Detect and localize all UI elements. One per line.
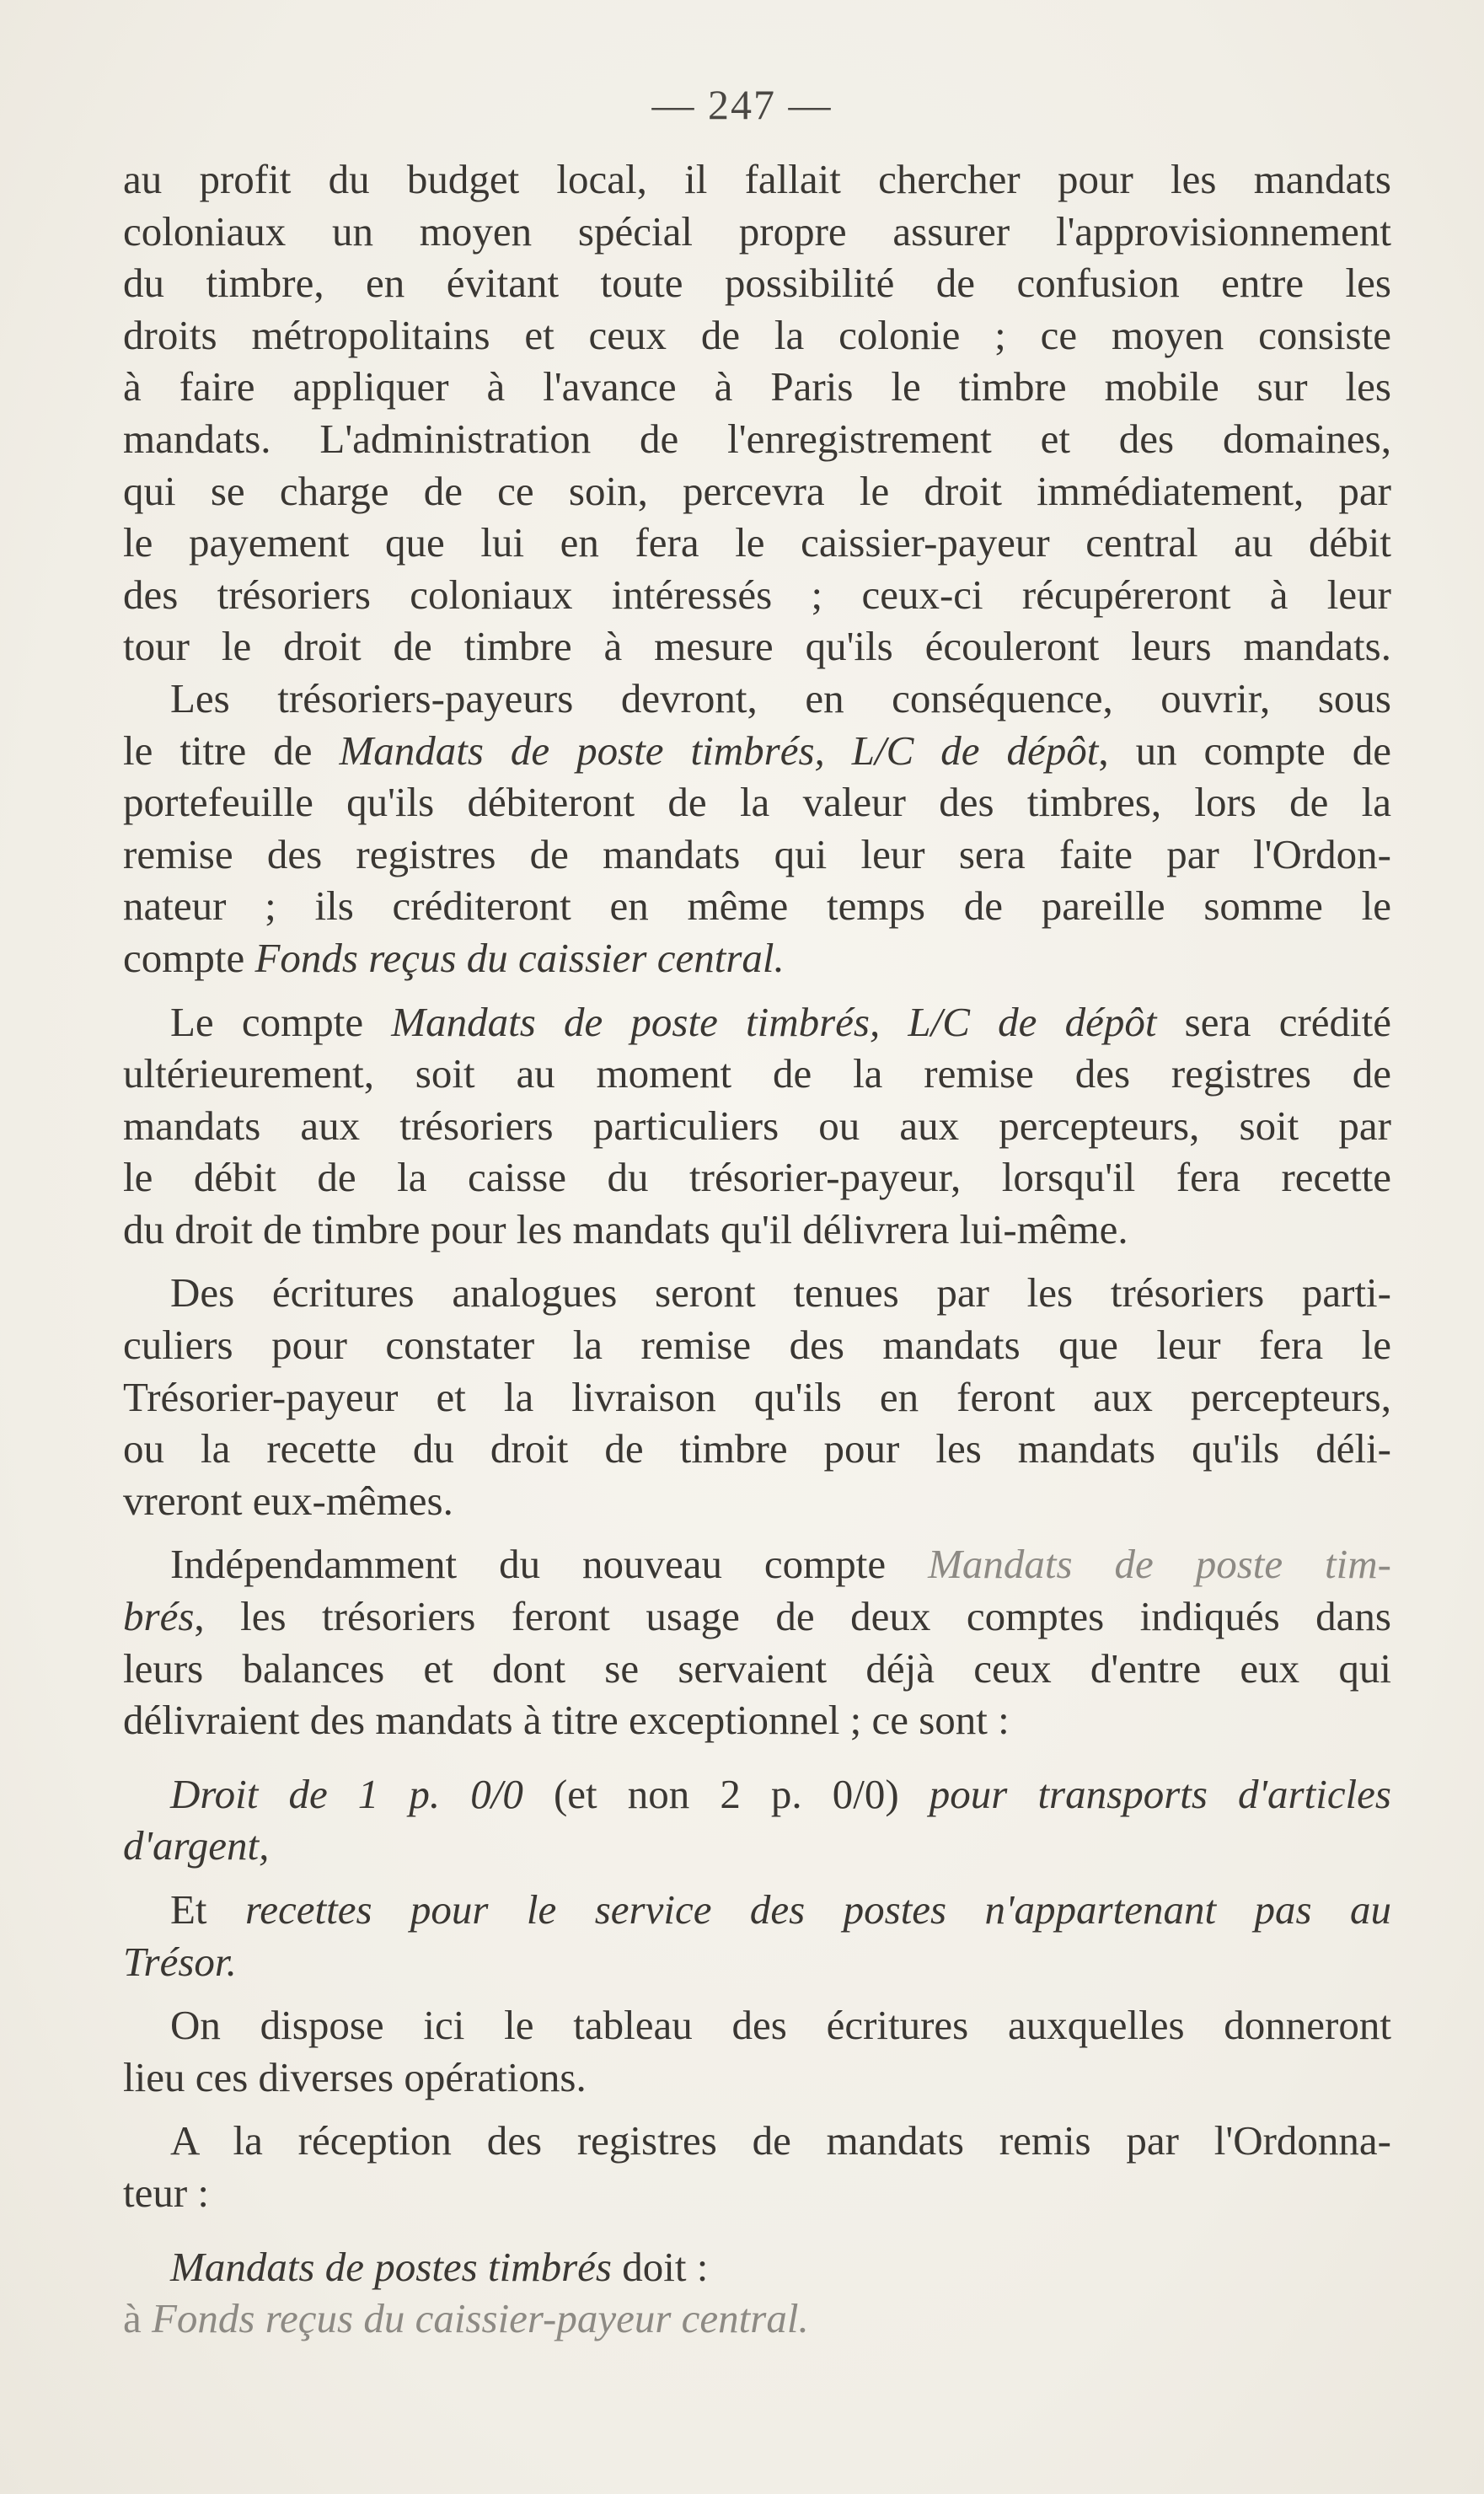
text-line: vreront eux-mêmes. [123, 1477, 453, 1524]
paragraph-ecritures-analogues [123, 1267, 1391, 1526]
text-line: A la réception des registres de mandats remis par l'Ordonna- [170, 2117, 1391, 2164]
text-line: ultérieurement, soit au moment de la remise des registres de [123, 1050, 1391, 1097]
account-name: d'argent, [123, 1822, 270, 1869]
text-line: au profit du budget local, il fallait chercher pour les mandats [123, 156, 1391, 202]
text-line: du timbre, en évitant toute possibilité de confusion entre les [123, 260, 1391, 307]
text-line [123, 2293, 1391, 2345]
text-line [123, 1884, 1391, 1936]
text-line: mandats aux trésoriers particuliers ou aux percepteurs, soit par [123, 1102, 1391, 1149]
text-line: portefeuille qu'ils débiteront de la valeur des timbres, lors de la [123, 779, 1391, 826]
text-line: remise des registres de mandats qui leur sera faite par l'Ordon- [123, 830, 1391, 877]
text-line: qui se charge de ce soin, percevra le droit immédiatement, par [123, 467, 1391, 514]
text-line: teur : [123, 2169, 210, 2216]
account-name: pour transports d'articles [929, 1770, 1391, 1817]
paragraph-tresoriers-payeurs [123, 673, 1391, 984]
text-line [123, 1820, 1391, 1872]
text-line: mandats. L'administration de l'enregistrement et des domaines, [123, 415, 1391, 462]
text-line: Des écritures analogues seront tenues par les trésoriers parti- [170, 1269, 1391, 1317]
text-run: sera crédité [1156, 998, 1392, 1045]
text-run: à [123, 2295, 152, 2342]
text-line: le débit de la caisse du trésorier-payeur, lorsqu'il fera recette [123, 1154, 1391, 1201]
account-name: Fonds reçus du caissier central. [254, 934, 785, 981]
paragraph-recettes-account [123, 1884, 1391, 1987]
paragraph-reception [123, 2115, 1391, 2218]
body-text [123, 153, 1391, 2345]
account-name: Droit de 1 p. 0/0 [170, 1770, 523, 1817]
text-line: le payement que lui en fera le caissier-payeur central au débit [123, 519, 1391, 566]
text-run: Et [170, 1886, 245, 1933]
account-name: Mandats de poste timbrés, L/C de dépôt [339, 727, 1099, 774]
text-line [123, 1590, 1391, 1643]
text-line [123, 1768, 1391, 1821]
account-name: Fonds reçus du caissier-payeur central. [152, 2295, 809, 2342]
paragraph-continuation [123, 153, 1391, 673]
text-run: Le compte [170, 998, 392, 1045]
paragraph-tableau [123, 1999, 1391, 2103]
text-run: , un compte de [1098, 727, 1391, 774]
text-run: le titre de [123, 727, 340, 774]
text-line: On dispose ici le tableau des écritures auxquelles donneront [170, 2002, 1391, 2049]
text-line [123, 725, 1391, 777]
text-run: compte [123, 934, 255, 981]
text-line [123, 1538, 1391, 1590]
text-run: , les trésoriers feront usage de deux comptes indiqués dans [194, 1593, 1391, 1640]
account-name: Mandats de poste timbrés, L/C de dépôt [391, 998, 1157, 1045]
account-name: brés [123, 1593, 195, 1640]
text-line: droits métropolitains et ceux de la colonie ; ce moyen consiste [123, 311, 1391, 358]
paragraph-fonds-recus [123, 2293, 1391, 2345]
text-line: des trésoriers coloniaux intéressés ; ceux-ci récupéreront à leur [123, 571, 1391, 618]
text-run: (et non 2 p. 0/0) [522, 1770, 930, 1817]
text-line: tour le droit de timbre à mesure qu'ils écouleront leurs mandats. [123, 623, 1391, 670]
text-run: Indépendamment du nouveau compte [170, 1541, 929, 1588]
text-line [123, 996, 1391, 1049]
account-name: recettes pour le service des postes n'appartenant pas au [244, 1886, 1391, 1933]
text-line: Trésorier-payeur et la livraison qu'ils en feront aux percepteurs, [123, 1373, 1391, 1420]
text-run: doit : [612, 2243, 709, 2290]
text-line: coloniaux un moyen spécial propre assurer l'approvisionnement [123, 207, 1391, 255]
paragraph-mandats-doit [123, 2241, 1391, 2293]
text-line: du droit de timbre pour les mandats qu'il délivrera lui-même. [123, 1205, 1128, 1252]
text-line: culiers pour constater la remise des mandats que leur fera le [123, 1322, 1391, 1369]
text-line: ou la recette du droit de timbre pour les mandats qu'ils déli- [123, 1425, 1391, 1472]
account-name: Mandats de postes timbrés [170, 2243, 612, 2290]
paragraph-compte-credite [123, 996, 1391, 1256]
text-line: délivraient des mandats à titre exceptionnel ; ce sont : [123, 1697, 1010, 1744]
paragraph-droit-account [123, 1768, 1391, 1872]
text-line: nateur ; ils créditeront en même temps de pareille somme le [123, 882, 1391, 930]
text-line [123, 1936, 1391, 1988]
text-line: lieu ces diverses opérations. [123, 2053, 587, 2100]
page-number: — 247 — [651, 81, 833, 128]
text-line [123, 2241, 1391, 2293]
account-name: Trésor. [123, 1938, 237, 1985]
text-line: à faire appliquer à l'avance à Paris le timbre mobile sur les [123, 363, 1391, 410]
text-line: leurs balances et dont se servaient déjà ceux d'entre eux qui [123, 1644, 1391, 1692]
account-name: Mandats de poste tim- [928, 1541, 1391, 1588]
text-line [123, 932, 1391, 984]
paragraph-independamment [123, 1538, 1391, 1746]
text-line: Les trésoriers-payeurs devront, en conséquence, ouvrir, sous [170, 674, 1391, 721]
